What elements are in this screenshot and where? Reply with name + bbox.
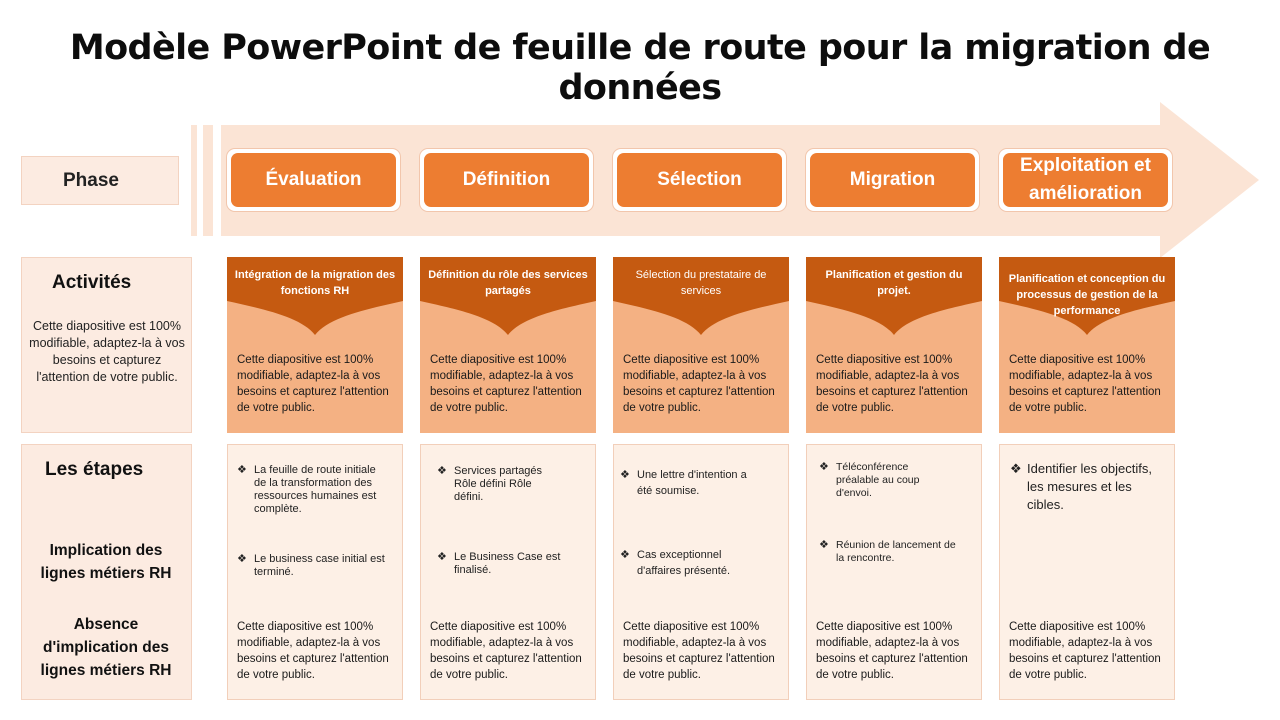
activities-row-label: Activités (52, 272, 132, 293)
absence-label: Absence d'implication des lignes métiers RH (40, 616, 172, 679)
phase-migration (805, 148, 980, 212)
phase-definition (419, 148, 594, 212)
step-item: ❖ Le Business Case est finalisé. (437, 551, 561, 576)
absence-text: Cette diapositive est 100% modifiable, adaptez-la à vos besoins et capturez l'attention de votre public. (1009, 621, 1161, 681)
activity-text: Cette diapositive est 100% modifiable, adaptez-la à vos besoins et capturez l'attention de votre public. (816, 354, 968, 414)
steps-card (227, 444, 403, 700)
diamond-bullet-icon: ❖ (437, 465, 447, 477)
phase-selection (612, 148, 787, 212)
activity-card (613, 257, 789, 433)
activity-card (999, 257, 1175, 433)
diamond-bullet-icon: ❖ (620, 549, 630, 561)
activities-label-box (21, 257, 192, 433)
step-item: ❖ Réunion de lancement de la rencontre. (819, 539, 956, 564)
step-item: ❖ Téléconférence préalable au coup d'envoi. (819, 461, 920, 499)
diamond-bullet-icon: ❖ (620, 469, 630, 481)
activity-card (420, 257, 596, 433)
absence-text: Cette diapositive est 100% modifiable, adaptez-la à vos besoins et capturez l'attention de votre public. (237, 621, 389, 681)
steps-label-box (21, 444, 192, 700)
diamond-bullet-icon: ❖ (1010, 461, 1022, 476)
phase-name: Évaluation (231, 153, 396, 207)
phase-evaluation (226, 148, 401, 212)
phase-name: Sélection (617, 153, 782, 207)
diamond-bullet-icon: ❖ (437, 551, 447, 563)
phase-exploitation (998, 148, 1173, 212)
activity-title: Définition du rôle des services partagés (428, 269, 588, 297)
diamond-bullet-icon: ❖ (819, 461, 829, 473)
step-item: ❖ Services partagés Rôle défini Rôle défini. (437, 465, 543, 503)
step-item: ❖ Le business case initial est terminé. (237, 553, 385, 578)
involvement-label: Implication des lignes métiers RH (40, 542, 172, 582)
step-item: ❖ La feuille de route initiale de la transformation des ressources humaines est complète. (237, 464, 377, 515)
activity-card (227, 257, 403, 433)
phase-name: Migration (810, 153, 975, 207)
phase-row-label: Phase (63, 169, 119, 191)
activity-title: Planification et conception du processus de gestion de la performance (1008, 273, 1166, 317)
phase-label-box (21, 156, 179, 205)
activity-title: Planification et gestion du projet. (825, 269, 963, 297)
steps-card (613, 444, 789, 700)
diamond-bullet-icon: ❖ (237, 553, 247, 565)
steps-card (806, 444, 982, 700)
diamond-bullet-icon: ❖ (819, 539, 829, 551)
slide-title: Modèle PowerPoint de feuille de route pour la migration de données (69, 28, 1211, 108)
steps-card (999, 444, 1175, 700)
step-item: ❖ Identifier les objectifs, les mesures et les cibles. (1010, 461, 1153, 512)
step-item: ❖ Une lettre d'intention a été soumise. (620, 469, 747, 497)
diamond-bullet-icon: ❖ (237, 464, 247, 476)
activity-card (806, 257, 982, 433)
phase-name: Exploitation et amélioration (1003, 153, 1168, 207)
activity-text: Cette diapositive est 100% modifiable, adaptez-la à vos besoins et capturez l'attention de votre public. (237, 354, 389, 414)
activity-text: Cette diapositive est 100% modifiable, adaptez-la à vos besoins et capturez l'attention de votre public. (1009, 354, 1161, 414)
absence-text: Cette diapositive est 100% modifiable, adaptez-la à vos besoins et capturez l'attention de votre public. (623, 621, 775, 681)
activity-title: Intégration de la migration des fonctions RH (234, 269, 396, 297)
absence-text: Cette diapositive est 100% modifiable, adaptez-la à vos besoins et capturez l'attention de votre public. (816, 621, 968, 681)
activity-text: Cette diapositive est 100% modifiable, adaptez-la à vos besoins et capturez l'attention de votre public. (623, 354, 775, 414)
activity-title: Sélection du prestataire de services (635, 269, 767, 297)
activities-description: Cette diapositive est 100% modifiable, adaptez-la à vos besoins et capturez l'attention de votre public. (29, 319, 185, 384)
steps-card (420, 444, 596, 700)
step-item: ❖ Cas exceptionnel d'affaires présenté. (620, 549, 731, 577)
steps-row-label: Les étapes (45, 459, 144, 480)
absence-text: Cette diapositive est 100% modifiable, adaptez-la à vos besoins et capturez l'attention de votre public. (430, 621, 582, 681)
phase-name: Définition (424, 153, 589, 207)
activity-text: Cette diapositive est 100% modifiable, adaptez-la à vos besoins et capturez l'attention de votre public. (430, 354, 582, 414)
